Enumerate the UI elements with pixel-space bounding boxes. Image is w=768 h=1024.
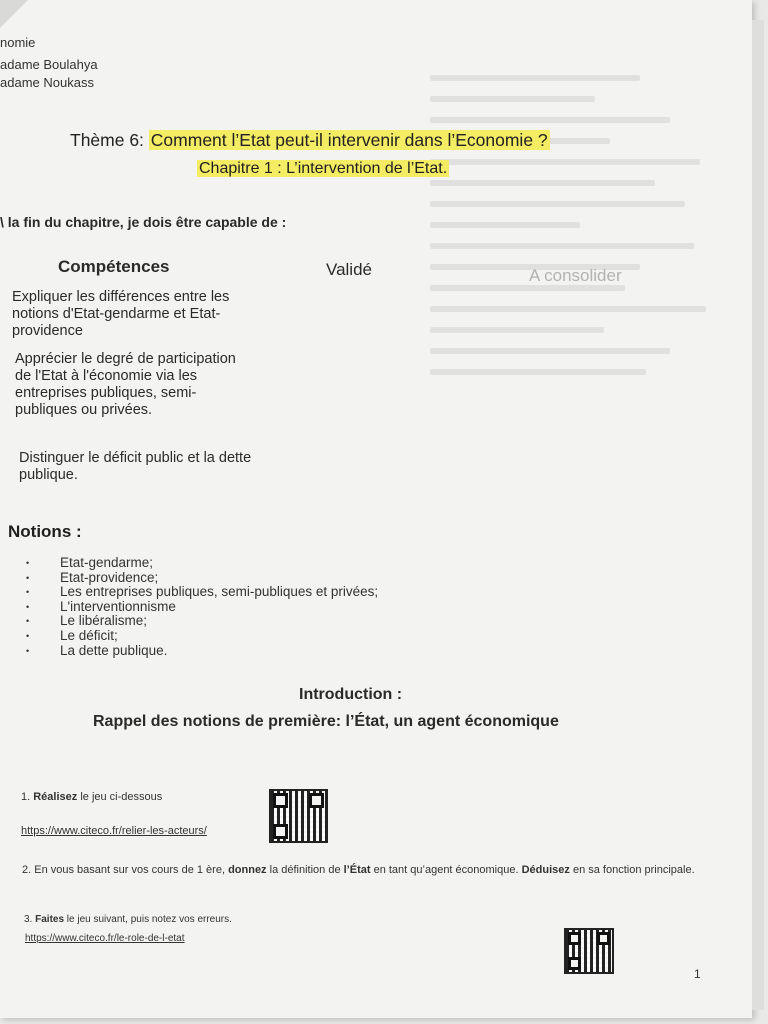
notion-text: Etat-gendarme; xyxy=(60,555,154,570)
question-verb: donnez xyxy=(228,864,267,876)
bullet: • xyxy=(26,601,30,612)
notion-text: Le libéralisme; xyxy=(60,613,148,629)
question-number: 3. xyxy=(24,914,36,925)
bullet: • xyxy=(26,572,30,583)
page-corner xyxy=(0,0,28,28)
list-item xyxy=(26,556,378,571)
question-text: en sa fonction principale. xyxy=(569,864,695,876)
introduction-subtitle: Rappel des notions de première: l’État, un agent économique xyxy=(93,713,559,730)
theme-question: Comment l’Etat peut-il intervenir dans l’Economie ? xyxy=(150,130,548,150)
header-teacher-1: adame Boulahya xyxy=(0,57,98,72)
header-teacher-2: adame Noukass xyxy=(0,75,94,90)
notions-title: Notions : xyxy=(8,522,82,541)
notion-text: Etat-providence; xyxy=(60,569,159,585)
list-item xyxy=(26,614,378,629)
question-verb: Faites xyxy=(35,914,65,925)
question-number: 1. xyxy=(21,791,34,803)
link-role-de-l-etat[interactable]: https://www.citeco.fr/le-role-de-l-etat xyxy=(25,933,185,944)
question-text: le jeu ci-dessous xyxy=(77,791,163,803)
notion-text: L'interventionnisme xyxy=(60,598,176,614)
chapter-text: Chapitre 1 : L’intervention de l’Etat. xyxy=(199,160,448,177)
notions-list xyxy=(26,556,378,658)
question-verb: Déduisez xyxy=(521,864,570,876)
qr-code-icon[interactable] xyxy=(269,789,328,843)
question-verb: Réalisez xyxy=(33,791,78,803)
qr-code-icon[interactable] xyxy=(564,928,614,974)
page-number: 1 xyxy=(694,967,701,981)
notion-text: Les entreprises publiques, semi-publiques et privées; xyxy=(60,584,379,600)
notion-text: Le déficit; xyxy=(60,627,118,643)
list-item xyxy=(26,644,378,659)
question-1 xyxy=(21,791,162,803)
header-a-consolider: A consolider xyxy=(529,266,622,285)
header-competences: Compétences xyxy=(58,257,170,276)
bleed-through-text xyxy=(430,60,730,680)
bullet: • xyxy=(26,630,30,641)
theme-title xyxy=(70,130,550,151)
question-keyword: l’État xyxy=(343,864,371,876)
question-3 xyxy=(24,914,232,925)
question-text: en tant qu’agent économique. xyxy=(370,864,522,876)
competence-item: Apprécier le degré de participation de l'Etat à l'économie via les entreprises publiques, semi-publiques ou privées. xyxy=(15,351,236,418)
theme-prefix: Thème 6: xyxy=(70,130,149,150)
question-text: 2. En vous basant sur vos cours de 1 ère, xyxy=(22,864,229,876)
introduction-title: Introduction : xyxy=(299,686,403,703)
page-edge xyxy=(752,20,764,1010)
list-item xyxy=(26,585,378,600)
bullet: • xyxy=(26,558,30,568)
question-2 xyxy=(22,862,712,879)
list-item xyxy=(26,629,378,644)
bullet: • xyxy=(26,616,30,627)
list-item xyxy=(26,571,378,586)
competence-item: Expliquer les différences entre les notions d'Etat-gendarme et Etat-providence xyxy=(12,289,230,339)
learning-goal: \ la fin du chapitre, je dois être capable de : xyxy=(0,214,287,230)
chapter-title xyxy=(197,160,449,178)
bullet: • xyxy=(26,645,30,656)
header-subject: nomie xyxy=(0,35,36,50)
header-valide: Validé xyxy=(326,260,372,279)
question-text: la définition de xyxy=(266,864,344,876)
question-text: le jeu suivant, puis notez vos erreurs. xyxy=(64,914,232,925)
competence-item: Distinguer le déficit public et la dette publique. xyxy=(19,450,252,483)
notion-text: La dette publique. xyxy=(60,642,168,658)
bullet: • xyxy=(26,587,30,598)
link-relier-les-acteurs[interactable]: https://www.citeco.fr/relier-les-acteurs/ xyxy=(21,825,207,837)
list-item xyxy=(26,600,378,615)
